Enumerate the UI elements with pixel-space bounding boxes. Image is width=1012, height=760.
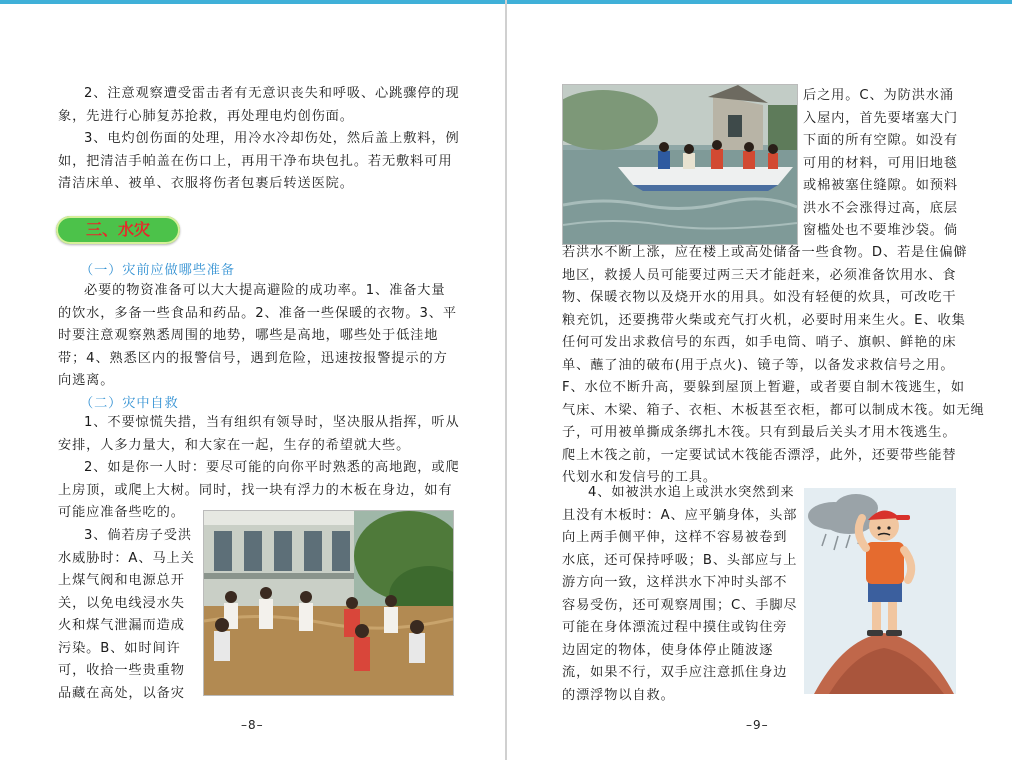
text-line: 上煤气阀和电源总开	[58, 573, 185, 588]
text-line: 窗槛处也不要堆沙袋。倘	[803, 223, 958, 238]
text-line: 可用的材料，可用旧地毯	[803, 155, 958, 171]
text-line: 必要的物资准备可以大大提高避险的成功率。1、准备大量	[84, 283, 446, 298]
text-line: 3、倘若房子受洪	[84, 528, 192, 543]
text-line: 游方向一致，这样洪水下冲时头部不	[562, 575, 788, 590]
text-line: 可能应准备些吃的。	[58, 505, 185, 520]
text-line: 的饮水，多备一些食品和药品。2、准备一些保暖的衣物。3、平	[58, 305, 457, 321]
swept-away-text	[562, 482, 802, 707]
text-line: 时要注意观察熟悉周围的地势，哪些是高地，哪些处于低洼地	[58, 328, 439, 343]
text-line: F、水位不断升高，要躲到屋顶上暂避，或者要自制木筏逃生，如	[562, 380, 965, 395]
house-threat-text	[58, 525, 208, 705]
text-line: 品藏在高处，以备灾	[58, 685, 185, 701]
text-line: 边固定的物体，使身体停止随波逐	[562, 642, 774, 658]
text-line: 气床、木梁、箱子、衣柜、木板甚至衣柜，都可以制成木筏。如无绳	[562, 402, 985, 418]
text-line: 火和煤气泄漏而造成	[58, 618, 185, 633]
text-line: 象，先进行心肺复苏抢救，再处理电灼创伤面。	[58, 108, 354, 124]
text-line: 可，收拾一些贵重物	[58, 663, 185, 678]
text-line: 带；4、熟悉区内的报警信号，遇到危险，迅速按报警提示的方	[58, 350, 448, 366]
rising-water-text	[562, 242, 985, 490]
subheading-before-disaster: （一）灾前应做哪些准备	[80, 263, 235, 278]
text-line: 入屋内，首先要堵塞大门	[803, 110, 958, 126]
text-line: 地区，救援人员可能要过两三天才能赶来，必须准备饮用水、食	[562, 267, 957, 283]
text-line: 污染。B、如时间许	[58, 640, 181, 656]
text-line: 如，把清洁手帕盖在伤口上，再用干净布块包扎。若无敷料可用	[58, 153, 453, 169]
text-line: 可能在身体漂流过程中摸住或钩住旁	[562, 620, 788, 635]
flood-boat-photo	[562, 84, 798, 245]
text-line: 上房顶，或爬上大树。同时，找一块有浮力的木板在身边，如有	[58, 482, 453, 498]
subheading-during-disaster: （二）灾中自救	[80, 396, 179, 411]
text-line: 安排，人多力量大，和大家在一起，生存的希望就大些。	[58, 437, 411, 453]
lightning-injury-text	[58, 83, 460, 196]
right-page	[507, 0, 1012, 760]
text-line: 容易受伤，还可观察周围；C、手脚尽	[562, 597, 798, 613]
text-line: 若洪水不断上涨，应在楼上或高处储备一些食物。D、若是住偏僻	[562, 245, 968, 260]
prevent-water-entry-text	[803, 85, 963, 243]
text-line: 后之用。C、为防洪水涌	[803, 88, 954, 103]
text-line: 物、保暖衣物以及烧开水的用具。如没有轻便的炊具，可改吃干	[562, 290, 957, 305]
text-line: 任何可发出求救信号的东西，如手电筒、哨子、旗帜、鲜艳的床	[562, 335, 957, 350]
text-line: 关，以免电线浸水失	[58, 595, 185, 611]
text-line: 3、电灼创伤面的处理，用冷水冷却伤处，然后盖上敷料，例	[84, 131, 460, 146]
text-line: 下面的所有空隙。如没有	[803, 133, 958, 148]
page-number: –9–	[746, 718, 769, 732]
text-line: 爬上木筏之前，一定要试试木筏能否漂浮，此外，还要带些能替	[562, 447, 957, 463]
text-line: 代划水和发信号的工具。	[562, 470, 717, 485]
text-line: 粮充饥，还要携带火柴或充气打火机，必要时用来生火。E、收集	[562, 312, 966, 328]
text-line: 的漂浮物以自救。	[562, 687, 675, 703]
text-line: 水威胁时：A、马上关	[58, 550, 195, 566]
flood-street-photo	[203, 510, 454, 696]
preparation-text	[58, 280, 460, 393]
text-line: 4、如被洪水追上或洪水突然到来	[588, 485, 795, 500]
boy-on-hill-illustration	[804, 488, 956, 694]
text-line: 单、蘸了油的破布(用于点火)、镜子等，以备发求救信号之用。	[562, 357, 955, 373]
text-line: 清洁床单、被单、衣服将伤者包裹后转送医院。	[58, 176, 354, 191]
text-line: 子，可用被单撕成条绑扎木筏。只有到最后关头才用木筏逃生。	[562, 425, 957, 440]
text-line: 1、不要惊慌失措，当有组织有领导时，坚决服从指挥，听从	[84, 415, 460, 430]
text-line: 向逃离。	[58, 373, 115, 388]
text-line: 洪水不会涨得过高，底层	[803, 200, 958, 216]
text-line: 水底，还可保持呼吸；B、头部应与上	[562, 552, 798, 568]
text-line: 向上两手侧平伸，这样不容易被卷到	[562, 530, 788, 545]
self-rescue-text	[58, 412, 460, 525]
left-page	[0, 0, 505, 760]
section-heading-badge: 三、水灾	[56, 216, 180, 244]
text-line: 2、如是你一人时：要尽可能的向你平时熟悉的高地跑，或爬	[84, 460, 460, 475]
text-line: 流，如果不行，双手应注意抓住身边	[562, 665, 788, 680]
page-number: –8–	[241, 718, 264, 732]
text-line: 且没有木板时：A、应平躺身体，头部	[562, 507, 798, 523]
text-line: 或棉被塞住缝隙。如预料	[803, 178, 958, 193]
text-line: 2、注意观察遭受雷击者有无意识丧失和呼吸、心跳骤停的现	[84, 86, 460, 101]
